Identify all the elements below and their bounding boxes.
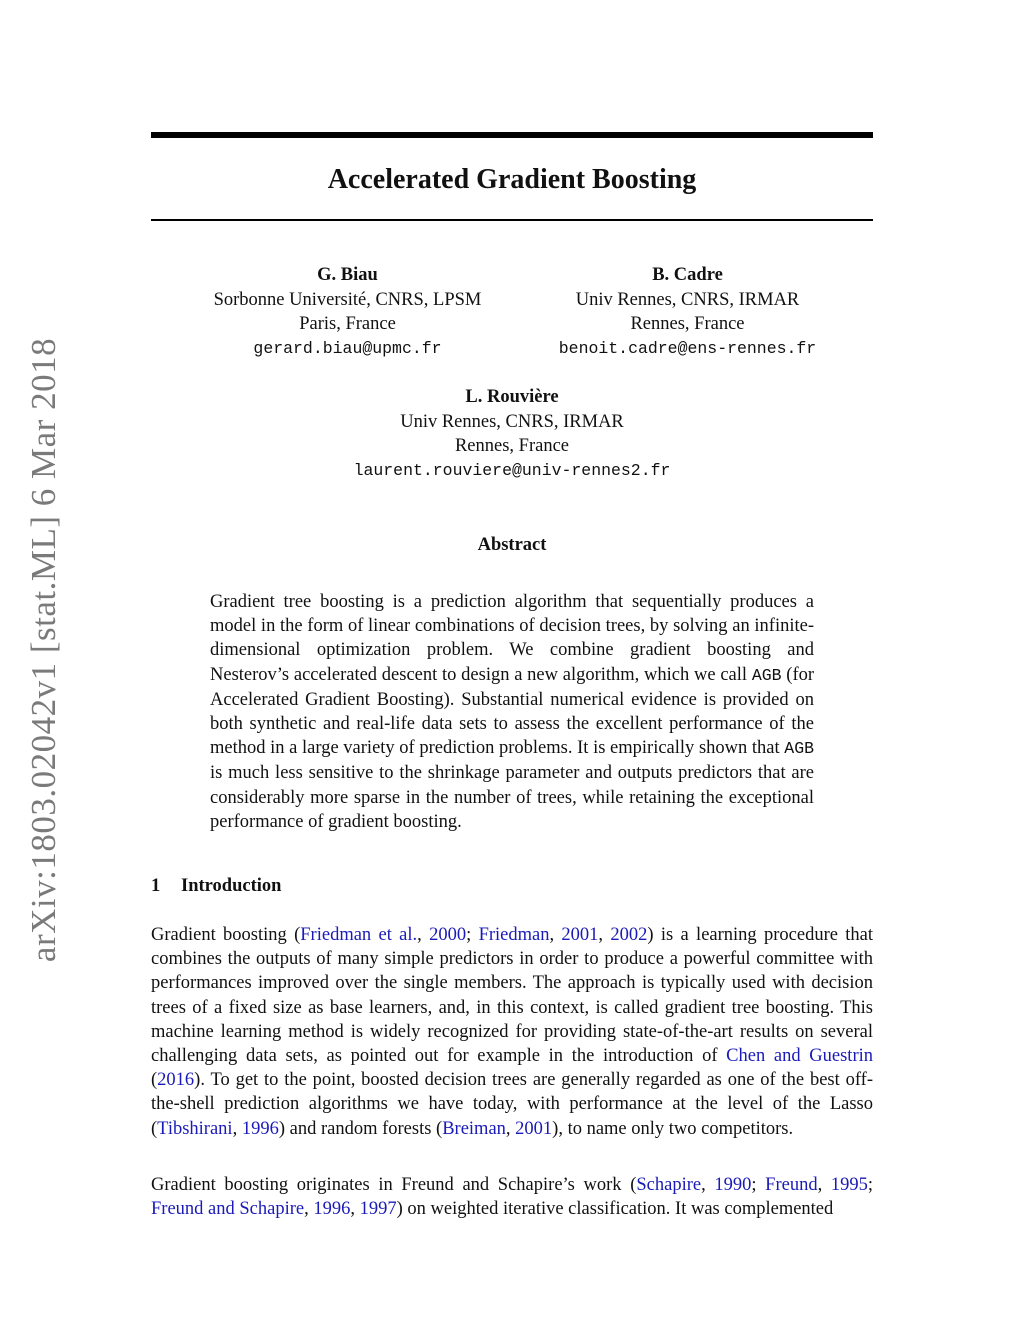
body-text: Gradient boosting originates in Freund and Schapire’s work ( [151, 1175, 637, 1195]
author-affiliation: Sorbonne Université, CNRS, LPSM [213, 289, 482, 310]
author-email[interactable]: benoit.cadre@ens-rennes.fr [558, 338, 817, 358]
body-text: , [417, 925, 430, 945]
abstract-body [210, 590, 814, 834]
author-location: Paris, France [299, 314, 396, 334]
body-text: ). To get to the point, boosted decision trees are generally regarded as one of the best off-the-shell prediction algorithms we have today, with performance at the level of the Lasso ( [151, 1070, 873, 1139]
citation-link[interactable]: 1995 [830, 1175, 868, 1195]
body-text: ; [466, 925, 479, 945]
body-text: , [304, 1199, 314, 1220]
citation-link[interactable]: Tibshirani [157, 1118, 233, 1139]
author-location: Rennes, France [630, 314, 745, 334]
abstract-text: Gradient tree boosting is a prediction algorithm that sequentially produces a model in the form of linear combinations of decision trees, by solving an infinite-dimensional optimization problem. We combine gradient boosting and Nesterov’s accelerated descent to design a new algorithm, which we call [210, 592, 814, 685]
algorithm-name: AGB [784, 739, 815, 759]
citation-link[interactable]: Freund and Schapire [151, 1199, 305, 1220]
body-text: , [232, 1118, 242, 1139]
body-text: ) on weighted iterative classification. It was complemented [396, 1199, 834, 1220]
body-text: , [598, 925, 611, 945]
paper-title: Accelerated Gradient Boosting [327, 164, 697, 195]
author-affiliation: Univ Rennes, CNRS, IRMAR [400, 411, 624, 432]
citation-link[interactable]: 2016 [157, 1070, 195, 1091]
citation-link[interactable]: Chen and Guestrin [726, 1046, 873, 1067]
author-name: B. Cadre [652, 265, 723, 285]
title-bottom-rule [151, 219, 873, 221]
section-heading [151, 876, 281, 897]
author-block [312, 385, 712, 483]
abstract-heading: Abstract [477, 535, 547, 555]
citation-link[interactable]: Breiman [442, 1118, 506, 1139]
body-text: , [350, 1199, 360, 1220]
citation-link[interactable]: Friedman [478, 925, 550, 945]
section-title: Introduction [181, 876, 282, 896]
citation-link[interactable]: 1990 [714, 1175, 752, 1195]
author-name: G. Biau [317, 265, 378, 285]
body-text: , [549, 925, 562, 945]
citation-link[interactable]: 2002 [610, 925, 648, 945]
citation-link[interactable]: 1997 [359, 1199, 397, 1220]
author-block [175, 263, 520, 361]
citation-link[interactable]: 1996 [241, 1118, 279, 1139]
citation-link[interactable]: Friedman et al. [300, 925, 418, 945]
body-paragraph [151, 1173, 873, 1221]
body-text: ), to name only two competitors. [552, 1118, 794, 1139]
body-text: ) is a learning procedure that combines the outputs of many simple predictors in order to produce a powerful committee with performances improved over the single members. The approach is typically used with decision trees of a fixed size as base learners, and, in this context, is called gradient tree boosting. This machine learning method is widely recognized for providing state-of-the-art results on several challenging data sets, as pointed out for example in the introduction of [151, 925, 874, 1067]
author-name: L. Rouvière [465, 387, 559, 407]
abstract-text: (for Accelerated Gradient Boosting). Substantial numerical evidence is provided on both synthetic and real-life data sets to assess the excellent performance of the method in a large variety of prediction problems. It is empirically shown that [210, 664, 815, 759]
citation-link[interactable]: 2000 [429, 925, 467, 945]
algorithm-name: AGB [751, 665, 782, 685]
citation-link[interactable]: Schapire [636, 1175, 702, 1195]
author-email[interactable]: gerard.biau@upmc.fr [253, 338, 442, 358]
citation-link[interactable]: 2001 [561, 925, 599, 945]
body-text: ) and random forests ( [278, 1118, 443, 1139]
abstract-text: is much less sensitive to the shrinkage parameter and outputs predictors that are considerably more sparse in the number of trees, while retaining the exceptional performance of gradient boosting. [210, 763, 814, 832]
body-text: ; [751, 1175, 766, 1195]
citation-link[interactable]: 2001 [515, 1118, 553, 1139]
title-top-rule [151, 132, 873, 138]
arxiv-stamp: arXiv:1803.02042v1 [stat.ML] 6 Mar 2018 [24, 337, 63, 963]
body-paragraph [151, 923, 873, 1141]
body-text: , [505, 1118, 516, 1139]
author-location: Rennes, France [454, 436, 570, 456]
citation-link[interactable]: Freund [765, 1175, 818, 1195]
author-block [515, 263, 860, 361]
body-text: , [701, 1175, 715, 1195]
citation-link[interactable]: 1996 [313, 1199, 351, 1220]
body-text: Gradient boosting ( [151, 925, 301, 945]
author-affiliation: Univ Rennes, CNRS, IRMAR [575, 289, 800, 310]
body-text: ( [151, 1070, 158, 1091]
body-text: ; [867, 1175, 874, 1195]
author-email[interactable]: laurent.rouviere@univ-rennes2.fr [353, 460, 671, 480]
body-text: , [817, 1175, 831, 1195]
section-number: 1 [151, 876, 161, 896]
